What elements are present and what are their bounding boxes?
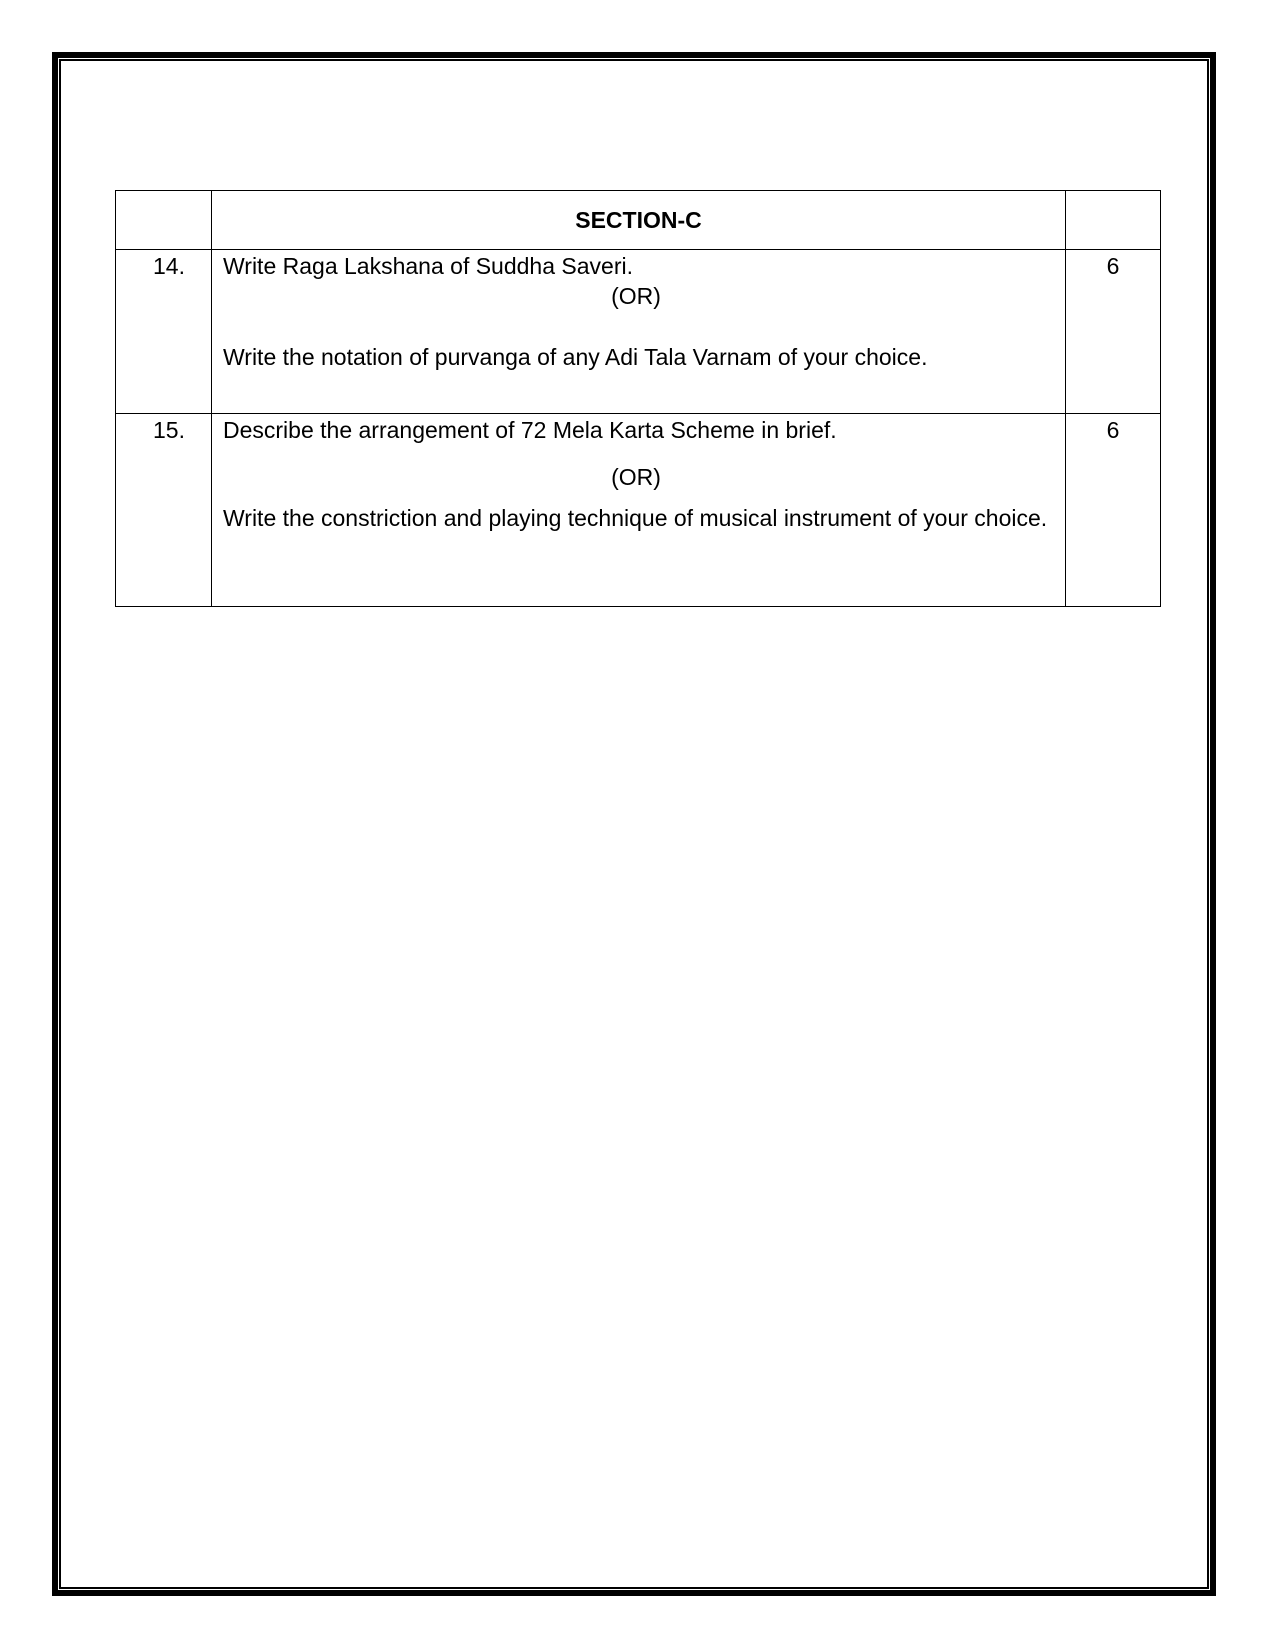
question-table [115,190,1161,607]
question-number: 15. [116,414,212,607]
question-row [116,414,1161,607]
question-row [116,250,1161,414]
alternative-question-text: Write the notation of purvanga of any Adi Tala Varnam of your choice. [223,344,928,370]
question-marks: 6 [1066,414,1161,607]
or-label: (OR) [611,464,661,490]
question-number: 14. [116,250,212,414]
header-marks-cell [1066,191,1161,250]
question-text: Describe the arrangement of 72 Mela Karta Scheme in brief. [223,417,837,443]
header-number-cell [116,191,212,250]
or-label: (OR) [611,283,661,309]
section-title: SECTION-C [212,191,1066,250]
question-text: Write Raga Lakshana of Suddha Saveri. [223,253,633,279]
alternative-question-text: Write the constriction and playing technique of musical instrument of your choice. [223,505,1048,531]
question-marks: 6 [1066,250,1161,414]
question-text-cell [212,414,1066,607]
section-header-row [116,191,1161,250]
question-text-cell [212,250,1066,414]
